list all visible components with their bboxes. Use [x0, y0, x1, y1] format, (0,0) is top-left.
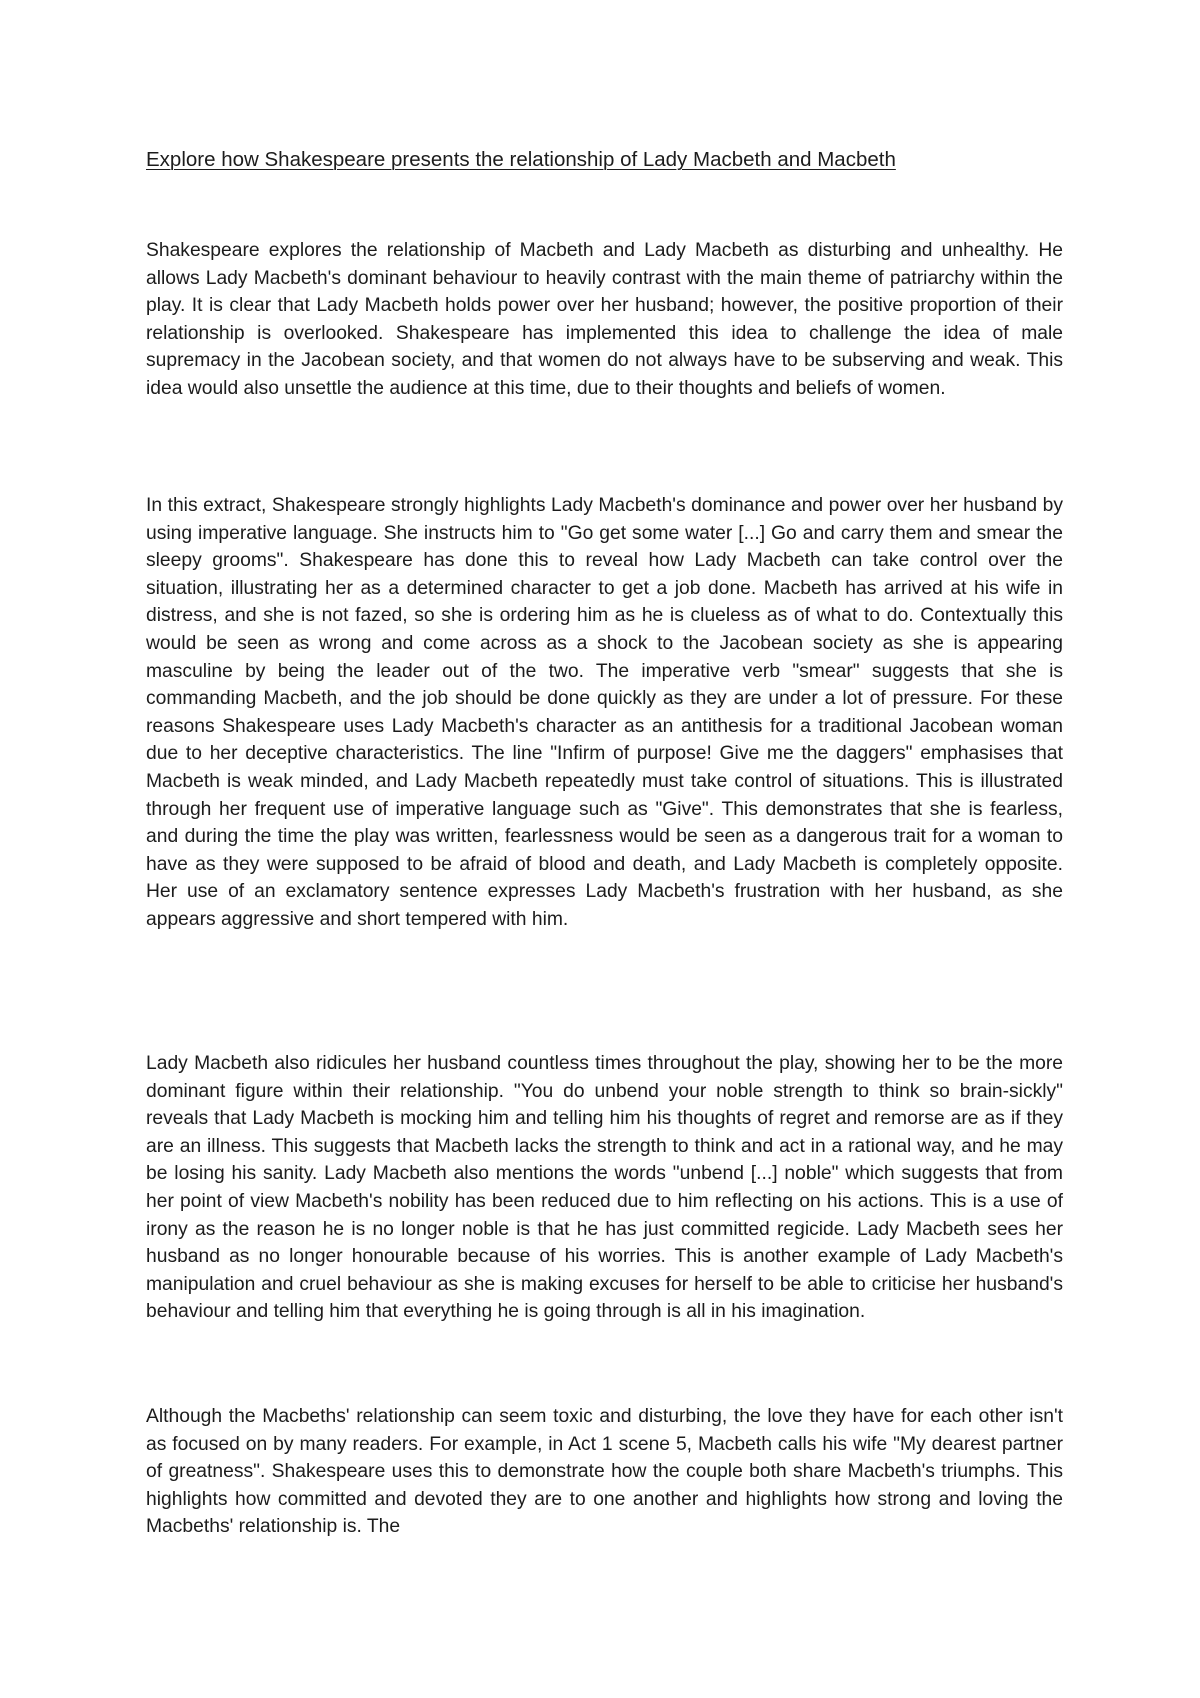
paragraph-introduction: Shakespeare explores the relationship of Macbeth and Lady Macbeth as disturbing and unhealthy. He allows Lady Macbeth's dominant behaviour to heavily contrast with the main theme of patriarchy within the play. It is clear that Lady Macbeth holds power over her husband; however, the positive proportion of their relationship is overlooked. Shakespeare has implemented this idea to challenge the idea of male supremacy in the Jacobean society, and that women do not always have to be subserving and weak. This idea would also unsettle the audience at this time, due to their thoughts and beliefs of women. — [146, 240, 1063, 399]
paragraph-imperative-language: In this extract, Shakespeare strongly highlights Lady Macbeth's dominance and power over her husband by using imperative language. She instructs him to "Go get some water [...] Go and carry them and smear the sleepy grooms". Shakespeare has done this to reveal how Lady Macbeth can take control over the situation, illustrating her as a determined character to get a job done. Macbeth has arrived at his wife in distress, and she is not fazed, so she is ordering him as he is clueless as of what to do. Contextually this would be seen as wrong and come across as a shock to the Jacobean society as she is appearing masculine by being the leader out of the two. The imperative verb "smear" suggests that she is commanding Macbeth, and the job should be done quickly as they are under a lot of pressure. For these reasons Shakespeare uses Lady Macbeth's character as an antithesis for a traditional Jacobean woman due to her deceptive characteristics. The line "Infirm of purpose! Give me the daggers" emphasises that Macbeth is weak minded, and Lady Macbeth repeatedly must take control of situations. This is illustrated through her frequent use of imperative language such as "Give". This demonstrates that she is fearless, and during the time the play was written, fearlessness would be seen as a dangerous trait for a woman to have as they were supposed to be afraid of blood and death, and Lady Macbeth is completely opposite. Her use of an exclamatory sentence expresses Lady Macbeth's frustration with her husband, as she appears aggressive and short tempered with him. — [146, 495, 1063, 930]
essay-title: Explore how Shakespeare presents the relationship of Lady Macbeth and Macbeth — [146, 148, 896, 171]
paragraph-love: Although the Macbeths' relationship can seem toxic and disturbing, the love they have for each other isn't as focused on by many readers. For example, in Act 1 scene 5, Macbeth calls his wife "My dearest partner of greatness". Shakespeare uses this to demonstrate how the couple both share Macbeth's triumphs. This highlights how committed and devoted they are to one another and highlights how strong and loving the Macbeths' relationship is. The — [146, 1406, 1063, 1538]
paragraph-ridicule: Lady Macbeth also ridicules her husband countless times throughout the play, showing her to be the more dominant figure within their relationship. "You do unbend your noble strength to think so brain-sickly" reveals that Lady Macbeth is mocking him and telling him his thoughts of regret and remorse are as if they are an illness. This suggests that Macbeth lacks the strength to think and act in a rational way, and he may be losing his sanity. Lady Macbeth also mentions the words "unbend [...] noble" which suggests that from her point of view Macbeth's nobility has been reduced due to him reflecting on his actions. This is a use of irony as the reason he is no longer noble is that he has just committed regicide. Lady Macbeth sees her husband as no longer honourable because of his worries. This is another example of Lady Macbeth's manipulation and cruel behaviour as she is making excuses for herself to be able to criticise her husband's behaviour and telling him that everything he is going through is all in his imagination. — [146, 1053, 1063, 1323]
